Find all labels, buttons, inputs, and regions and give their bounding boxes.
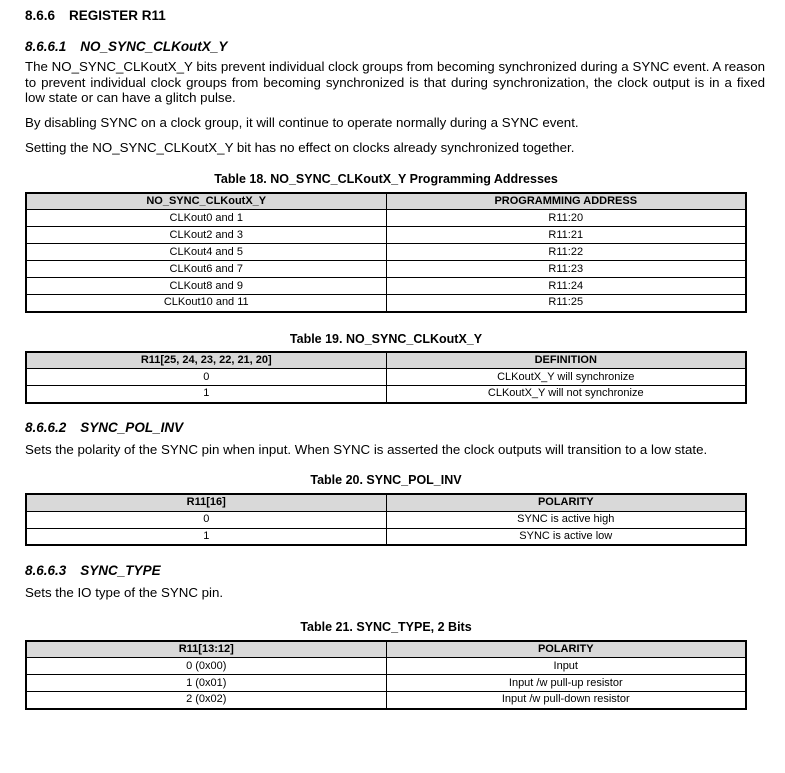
paragraph-sync-type-description: Sets the IO type of the SYNC pin. xyxy=(25,585,224,600)
subsection-number: 8.6.6.2 xyxy=(25,419,67,435)
table-cell: R11:24 xyxy=(386,278,746,295)
table-21-title: Table 21. SYNC_TYPE, 2 Bits xyxy=(300,619,472,634)
table-18-title: Table 18. NO_SYNC_CLKoutX_Y Programming Addresses xyxy=(214,171,558,186)
column-header: DEFINITION xyxy=(386,352,746,369)
table-header-row xyxy=(26,352,746,369)
table-header-row xyxy=(26,494,746,511)
subsection-heading-sync-pol-inv xyxy=(25,420,765,436)
table-cell: CLKout4 and 5 xyxy=(26,244,386,261)
table-21-sync-type xyxy=(25,640,747,710)
table-row xyxy=(26,511,746,528)
table-19-title: Table 19. NO_SYNC_CLKoutX_Y xyxy=(289,331,483,346)
table-cell: SYNC is active high xyxy=(386,511,746,528)
subsection-heading-no-sync-clkoutx-y xyxy=(25,39,765,55)
subsection-number: 8.6.6.1 xyxy=(25,39,67,54)
table-cell: 1 (0x01) xyxy=(26,675,386,692)
table-cell: R11:25 xyxy=(386,295,746,312)
table-row xyxy=(26,261,746,278)
table-cell: R11:23 xyxy=(386,261,746,278)
table-cell: CLKout10 and 11 xyxy=(26,295,386,312)
table-row xyxy=(26,692,746,709)
column-header: POLARITY xyxy=(386,641,746,658)
table-cell: 2 (0x02) xyxy=(26,692,386,709)
table-cell: CLKoutX_Y will not synchronize xyxy=(386,386,746,403)
paragraph-setting-bit: Setting the NO_SYNC_CLKoutX_Y bit has no effect on clocks already synchronized together. xyxy=(25,140,575,155)
table-header-row xyxy=(26,193,746,210)
table-row xyxy=(26,244,746,261)
column-header: NO_SYNC_CLKoutX_Y xyxy=(26,193,386,210)
subsection-heading-sync-type xyxy=(25,563,765,579)
column-header: R11[25, 24, 23, 22, 21, 20] xyxy=(26,352,386,369)
table-row xyxy=(26,675,746,692)
table-row xyxy=(26,528,746,545)
table-cell: 0 (0x00) xyxy=(26,658,386,675)
table-18-programming-addresses xyxy=(25,192,747,313)
column-header: R11[16] xyxy=(26,494,386,511)
section-heading-register-r11 xyxy=(25,8,765,24)
table-cell: SYNC is active low xyxy=(386,528,746,545)
table-row xyxy=(26,295,746,312)
subsection-title: SYNC_POL_INV xyxy=(80,419,184,435)
table-cell: CLKout6 and 7 xyxy=(26,261,386,278)
table-cell: Input xyxy=(386,658,746,675)
paragraph-sync-pol-description: Sets the polarity of the SYNC pin when input. When SYNC is asserted the clock outputs will transition to a low state. xyxy=(25,441,708,457)
table-row xyxy=(26,658,746,675)
table-cell: 0 xyxy=(26,369,386,386)
column-header: PROGRAMMING ADDRESS xyxy=(386,193,746,210)
subsection-number: 8.6.6.3 xyxy=(25,563,67,578)
table-cell: R11:21 xyxy=(386,227,746,244)
table-cell: 0 xyxy=(26,511,386,528)
table-cell: 1 xyxy=(26,386,386,403)
table-row xyxy=(26,386,746,403)
table-row xyxy=(26,227,746,244)
section-title: REGISTER R11 xyxy=(69,8,166,23)
table-cell: Input /w pull-up resistor xyxy=(386,675,746,692)
table-20-title: Table 20. SYNC_POL_INV xyxy=(310,473,462,487)
table-cell: CLKoutX_Y will synchronize xyxy=(386,369,746,386)
table-cell: R11:20 xyxy=(386,210,746,227)
table-cell: 1 xyxy=(26,528,386,545)
table-cell: CLKout0 and 1 xyxy=(26,210,386,227)
table-cell: CLKout8 and 9 xyxy=(26,278,386,295)
paragraph-disable-sync: By disabling SYNC on a clock group, it will continue to operate normally during a SYNC event. xyxy=(25,114,579,130)
column-header: POLARITY xyxy=(386,494,746,511)
subsection-title: NO_SYNC_CLKoutX_Y xyxy=(80,39,228,54)
paragraph-no-sync-description: The NO_SYNC_CLKoutX_Y bits prevent individual clock groups from becoming synchronized during a SYNC event. A reason to prevent individual clock groups from becoming synchronized is that during synchronization, the clock output is in a fixed low state or can have a glitch pulse. xyxy=(25,59,765,105)
table-header-row xyxy=(26,641,746,658)
table-row xyxy=(26,369,746,386)
table-cell: R11:22 xyxy=(386,244,746,261)
column-header: R11[13:12] xyxy=(26,641,386,658)
table-row xyxy=(26,210,746,227)
table-19-no-sync-definition xyxy=(25,351,747,404)
table-20-sync-pol-inv xyxy=(25,493,747,546)
section-number: 8.6.6 xyxy=(25,8,56,23)
table-cell: CLKout2 and 3 xyxy=(26,227,386,244)
subsection-title: SYNC_TYPE xyxy=(80,563,161,578)
table-row xyxy=(26,278,746,295)
table-cell: Input /w pull-down resistor xyxy=(386,692,746,709)
